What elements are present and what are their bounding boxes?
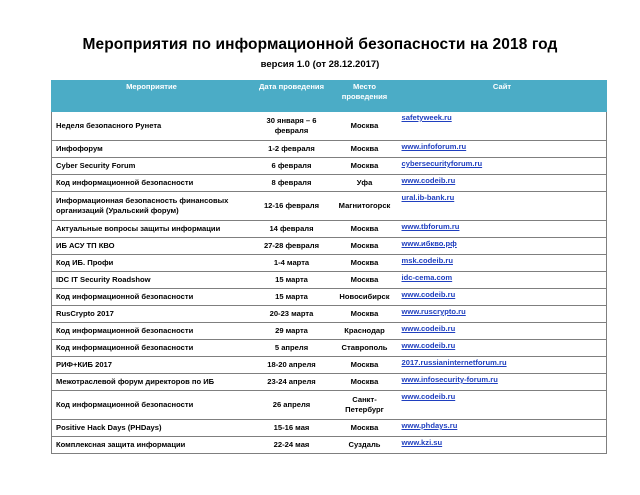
- site-link[interactable]: www.ruscrypto.ru: [401, 307, 466, 316]
- site-cell: [398, 238, 607, 255]
- header-site: Сайт: [398, 81, 607, 112]
- event-cell: IDC IT Security Roadshow: [52, 272, 252, 289]
- event-cell: RusCrypto 2017: [52, 306, 252, 323]
- place-cell: Санкт-Петербург: [332, 391, 398, 420]
- date-cell: 26 апреля: [252, 391, 332, 420]
- site-cell: [398, 192, 607, 221]
- date-cell: 22-24 мая: [252, 437, 332, 454]
- place-cell: Москва: [332, 238, 398, 255]
- table-row: [52, 221, 607, 238]
- table-row: [52, 437, 607, 454]
- date-cell: 20-23 марта: [252, 306, 332, 323]
- event-cell: Positive Hack Days (PHDays): [52, 420, 252, 437]
- date-cell: 29 марта: [252, 323, 332, 340]
- site-link[interactable]: www.phdays.ru: [401, 421, 458, 430]
- place-cell: Магнитогорск: [332, 192, 398, 221]
- place-cell: Москва: [332, 420, 398, 437]
- site-link[interactable]: msk.codeib.ru: [401, 256, 453, 265]
- site-link[interactable]: www.codeib.ru: [401, 176, 456, 185]
- event-cell: Инфофорум: [52, 141, 252, 158]
- event-cell: ИБ АСУ ТП КВО: [52, 238, 252, 255]
- place-cell: Москва: [332, 141, 398, 158]
- event-cell: Код информационной безопасности: [52, 323, 252, 340]
- place-cell: Москва: [332, 158, 398, 175]
- table-row: [52, 340, 607, 357]
- date-cell: 23-24 апреля: [252, 374, 332, 391]
- date-cell: 30 января – 6 февраля: [252, 112, 332, 141]
- date-cell: 1-4 марта: [252, 255, 332, 272]
- date-cell: 14 февраля: [252, 221, 332, 238]
- date-cell: 1-2 февраля: [252, 141, 332, 158]
- site-link[interactable]: www.codeib.ru: [401, 341, 456, 350]
- table-header-row: [52, 81, 607, 112]
- table-row: [52, 391, 607, 420]
- table-row: [52, 192, 607, 221]
- site-cell: [398, 357, 607, 374]
- event-cell: Комплексная защита информации: [52, 437, 252, 454]
- site-cell: [398, 272, 607, 289]
- table-row: [52, 175, 607, 192]
- date-cell: 18-20 апреля: [252, 357, 332, 374]
- event-cell: Код информационной безопасности: [52, 340, 252, 357]
- site-cell: [398, 306, 607, 323]
- events-table: [51, 80, 607, 454]
- event-cell: Актуальные вопросы защиты информации: [52, 221, 252, 238]
- table-row: [52, 158, 607, 175]
- site-link[interactable]: safetyweek.ru: [401, 113, 452, 122]
- table-row: [52, 272, 607, 289]
- event-cell: Информационная безопасность финансовых организаций (Уральский форум): [52, 192, 252, 221]
- site-cell: [398, 340, 607, 357]
- event-cell: Код информационной безопасности: [52, 175, 252, 192]
- site-link[interactable]: www.kzi.su: [401, 438, 443, 447]
- site-link[interactable]: cybersecurityforum.ru: [401, 159, 483, 168]
- site-link[interactable]: www.codeib.ru: [401, 324, 456, 333]
- site-cell: [398, 323, 607, 340]
- site-cell: [398, 289, 607, 306]
- date-cell: 8 февраля: [252, 175, 332, 192]
- site-cell: [398, 221, 607, 238]
- place-cell: Новосибирск: [332, 289, 398, 306]
- event-cell: Код ИБ. Профи: [52, 255, 252, 272]
- place-cell: Москва: [332, 221, 398, 238]
- site-link[interactable]: www.codeib.ru: [401, 290, 456, 299]
- table-row: [52, 323, 607, 340]
- site-cell: [398, 391, 607, 420]
- place-cell: Суздаль: [332, 437, 398, 454]
- date-cell: 12-16 февраля: [252, 192, 332, 221]
- place-cell: Москва: [332, 255, 398, 272]
- place-cell: Ставрополь: [332, 340, 398, 357]
- date-cell: 27-28 февраля: [252, 238, 332, 255]
- table-row: [52, 374, 607, 391]
- place-cell: Москва: [332, 357, 398, 374]
- header-date: Дата проведения: [252, 81, 332, 112]
- place-cell: Уфа: [332, 175, 398, 192]
- table-row: [52, 141, 607, 158]
- site-cell: [398, 420, 607, 437]
- place-cell: Москва: [332, 272, 398, 289]
- version-label: версия 1.0 (от 28.12.2017): [260, 59, 380, 70]
- site-cell: [398, 112, 607, 141]
- table-row: [52, 255, 607, 272]
- site-cell: [398, 158, 607, 175]
- site-link[interactable]: www.codeib.ru: [401, 392, 456, 401]
- place-cell: Москва: [332, 306, 398, 323]
- date-cell: 15-16 мая: [252, 420, 332, 437]
- site-link[interactable]: www.infosecurity-forum.ru: [401, 375, 498, 384]
- site-cell: [398, 255, 607, 272]
- date-cell: 15 марта: [252, 289, 332, 306]
- page-title: Мероприятия по информационной безопасности на 2018 год: [82, 36, 558, 53]
- table-row: [52, 420, 607, 437]
- table-row: [52, 238, 607, 255]
- date-cell: 6 февраля: [252, 158, 332, 175]
- site-link[interactable]: www.ибкво.рф: [401, 239, 457, 248]
- header-place: Место проведения: [332, 81, 398, 112]
- event-cell: Неделя безопасного Рунета: [52, 112, 252, 141]
- header-event: Мероприятие: [52, 81, 252, 112]
- table-row: [52, 357, 607, 374]
- place-cell: Москва: [332, 112, 398, 141]
- site-link[interactable]: idc-cema.com: [401, 273, 453, 282]
- site-link[interactable]: ural.ib-bank.ru: [401, 193, 455, 202]
- site-link[interactable]: 2017.russianinternetforum.ru: [401, 358, 507, 367]
- site-link[interactable]: www.infoforum.ru: [401, 142, 467, 151]
- site-cell: [398, 437, 607, 454]
- table-row: [52, 289, 607, 306]
- event-cell: Код информационной безопасности: [52, 391, 252, 420]
- event-cell: Код информационной безопасности: [52, 289, 252, 306]
- date-cell: 5 апреля: [252, 340, 332, 357]
- site-cell: [398, 175, 607, 192]
- site-link[interactable]: www.tbforum.ru: [401, 222, 460, 231]
- place-cell: Москва: [332, 374, 398, 391]
- date-cell: 15 марта: [252, 272, 332, 289]
- event-cell: Межотраслевой форум директоров по ИБ: [52, 374, 252, 391]
- table-row: [52, 306, 607, 323]
- site-cell: [398, 141, 607, 158]
- site-cell: [398, 374, 607, 391]
- table-row: [52, 112, 607, 141]
- event-cell: Cyber Security Forum: [52, 158, 252, 175]
- event-cell: РИФ+КИБ 2017: [52, 357, 252, 374]
- events-table-body: [52, 112, 607, 454]
- place-cell: Краснодар: [332, 323, 398, 340]
